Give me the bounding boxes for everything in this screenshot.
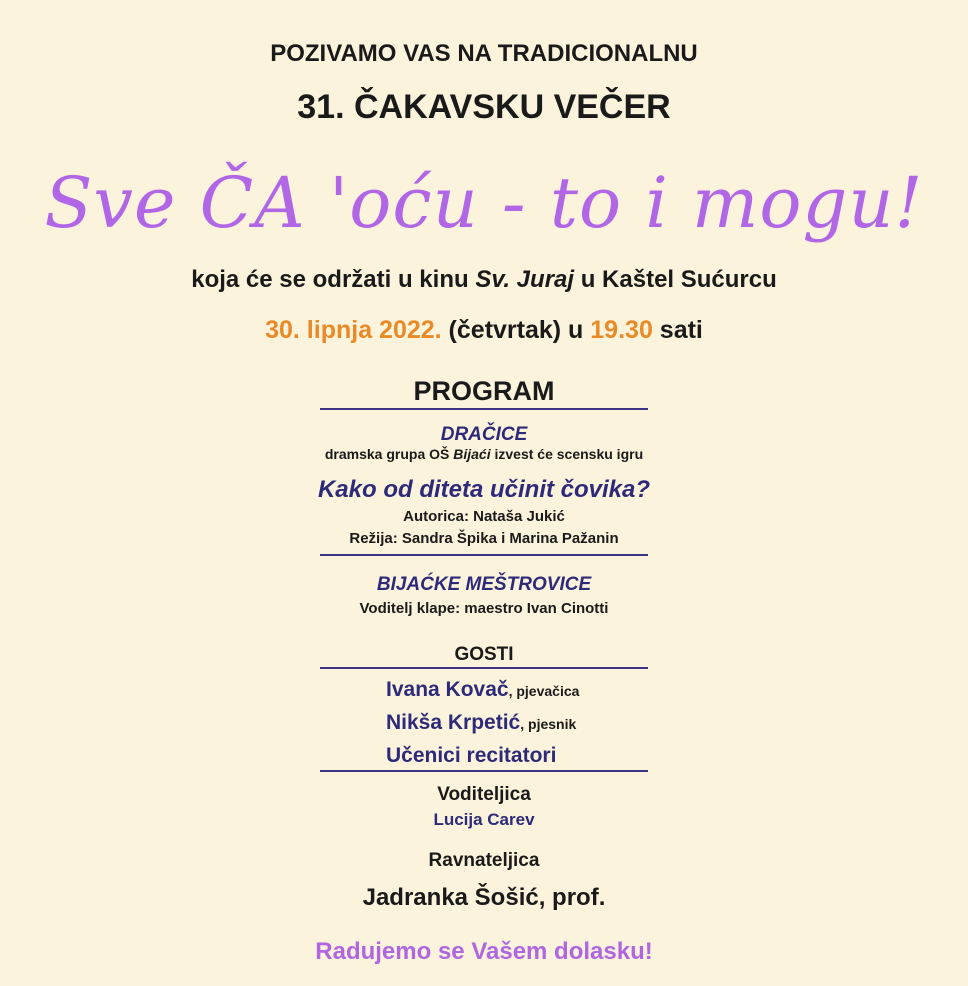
group1-school: Bijaći [453,446,491,462]
invite-line: POZIVAMO VAS NA TRADICIONALNU [270,40,698,67]
venue-pre: koja će se održati u kinu [191,266,476,293]
guest-name: Učenici recitatori [386,744,557,767]
group1-desc-pre: dramska grupa OŠ [324,446,454,462]
group1-name: DRAČICE [440,424,528,445]
guest-item [386,711,786,744]
group2-name: BIJAĆKE MEŠTROVICE [376,574,592,595]
venue-name: Sv. Juraj [475,266,575,293]
group1-desc [0,446,968,462]
divider [320,408,648,410]
event-title: Sve ČA 'oću - to i mogu! [44,162,924,244]
event-date: 30. lipnja 2022. [265,316,442,344]
guest-role: , pjesnik [520,716,577,732]
venue-post: u Kaštel Sućurcu [574,266,777,293]
guest-list [386,678,786,777]
event-time-suffix: sati [652,316,703,344]
date-line [0,316,968,345]
principal-name: Jadranka Šošić, prof. [362,884,606,911]
event-day: (četvrtak) u [441,316,591,344]
play-author: Autorica: Nataša Jukić [403,508,565,525]
divider [320,667,648,669]
host-label: Voditeljica [437,784,531,805]
guest-item [386,744,786,777]
principal-label: Ravnateljica [428,850,540,871]
event-name: 31. ČAKAVSKU VEČER [297,88,671,126]
guest-item [386,678,786,711]
guests-heading: GOSTI [454,644,514,665]
group2-desc: Voditelj klape: maestro Ivan Cinotti [359,600,609,617]
play-title: Kako od diteta učinit čovika? [317,476,651,503]
venue-line [0,266,968,294]
host-name: Lucija Carev [433,810,535,829]
play-director: Režija: Sandra Špika i Marina Pažanin [349,530,619,547]
divider [320,554,648,556]
group1-desc-post: izvest će scensku igru [490,446,644,462]
guest-name: Ivana Kovač [386,678,509,701]
event-time: 19.30 [590,316,653,344]
program-heading: PROGRAM [413,376,555,406]
divider [320,770,648,772]
guest-name: Nikša Krpetić [386,711,521,734]
guest-role: , pjevačica [508,683,580,699]
closing-line: Radujemo se Vašem dolasku! [315,938,653,965]
